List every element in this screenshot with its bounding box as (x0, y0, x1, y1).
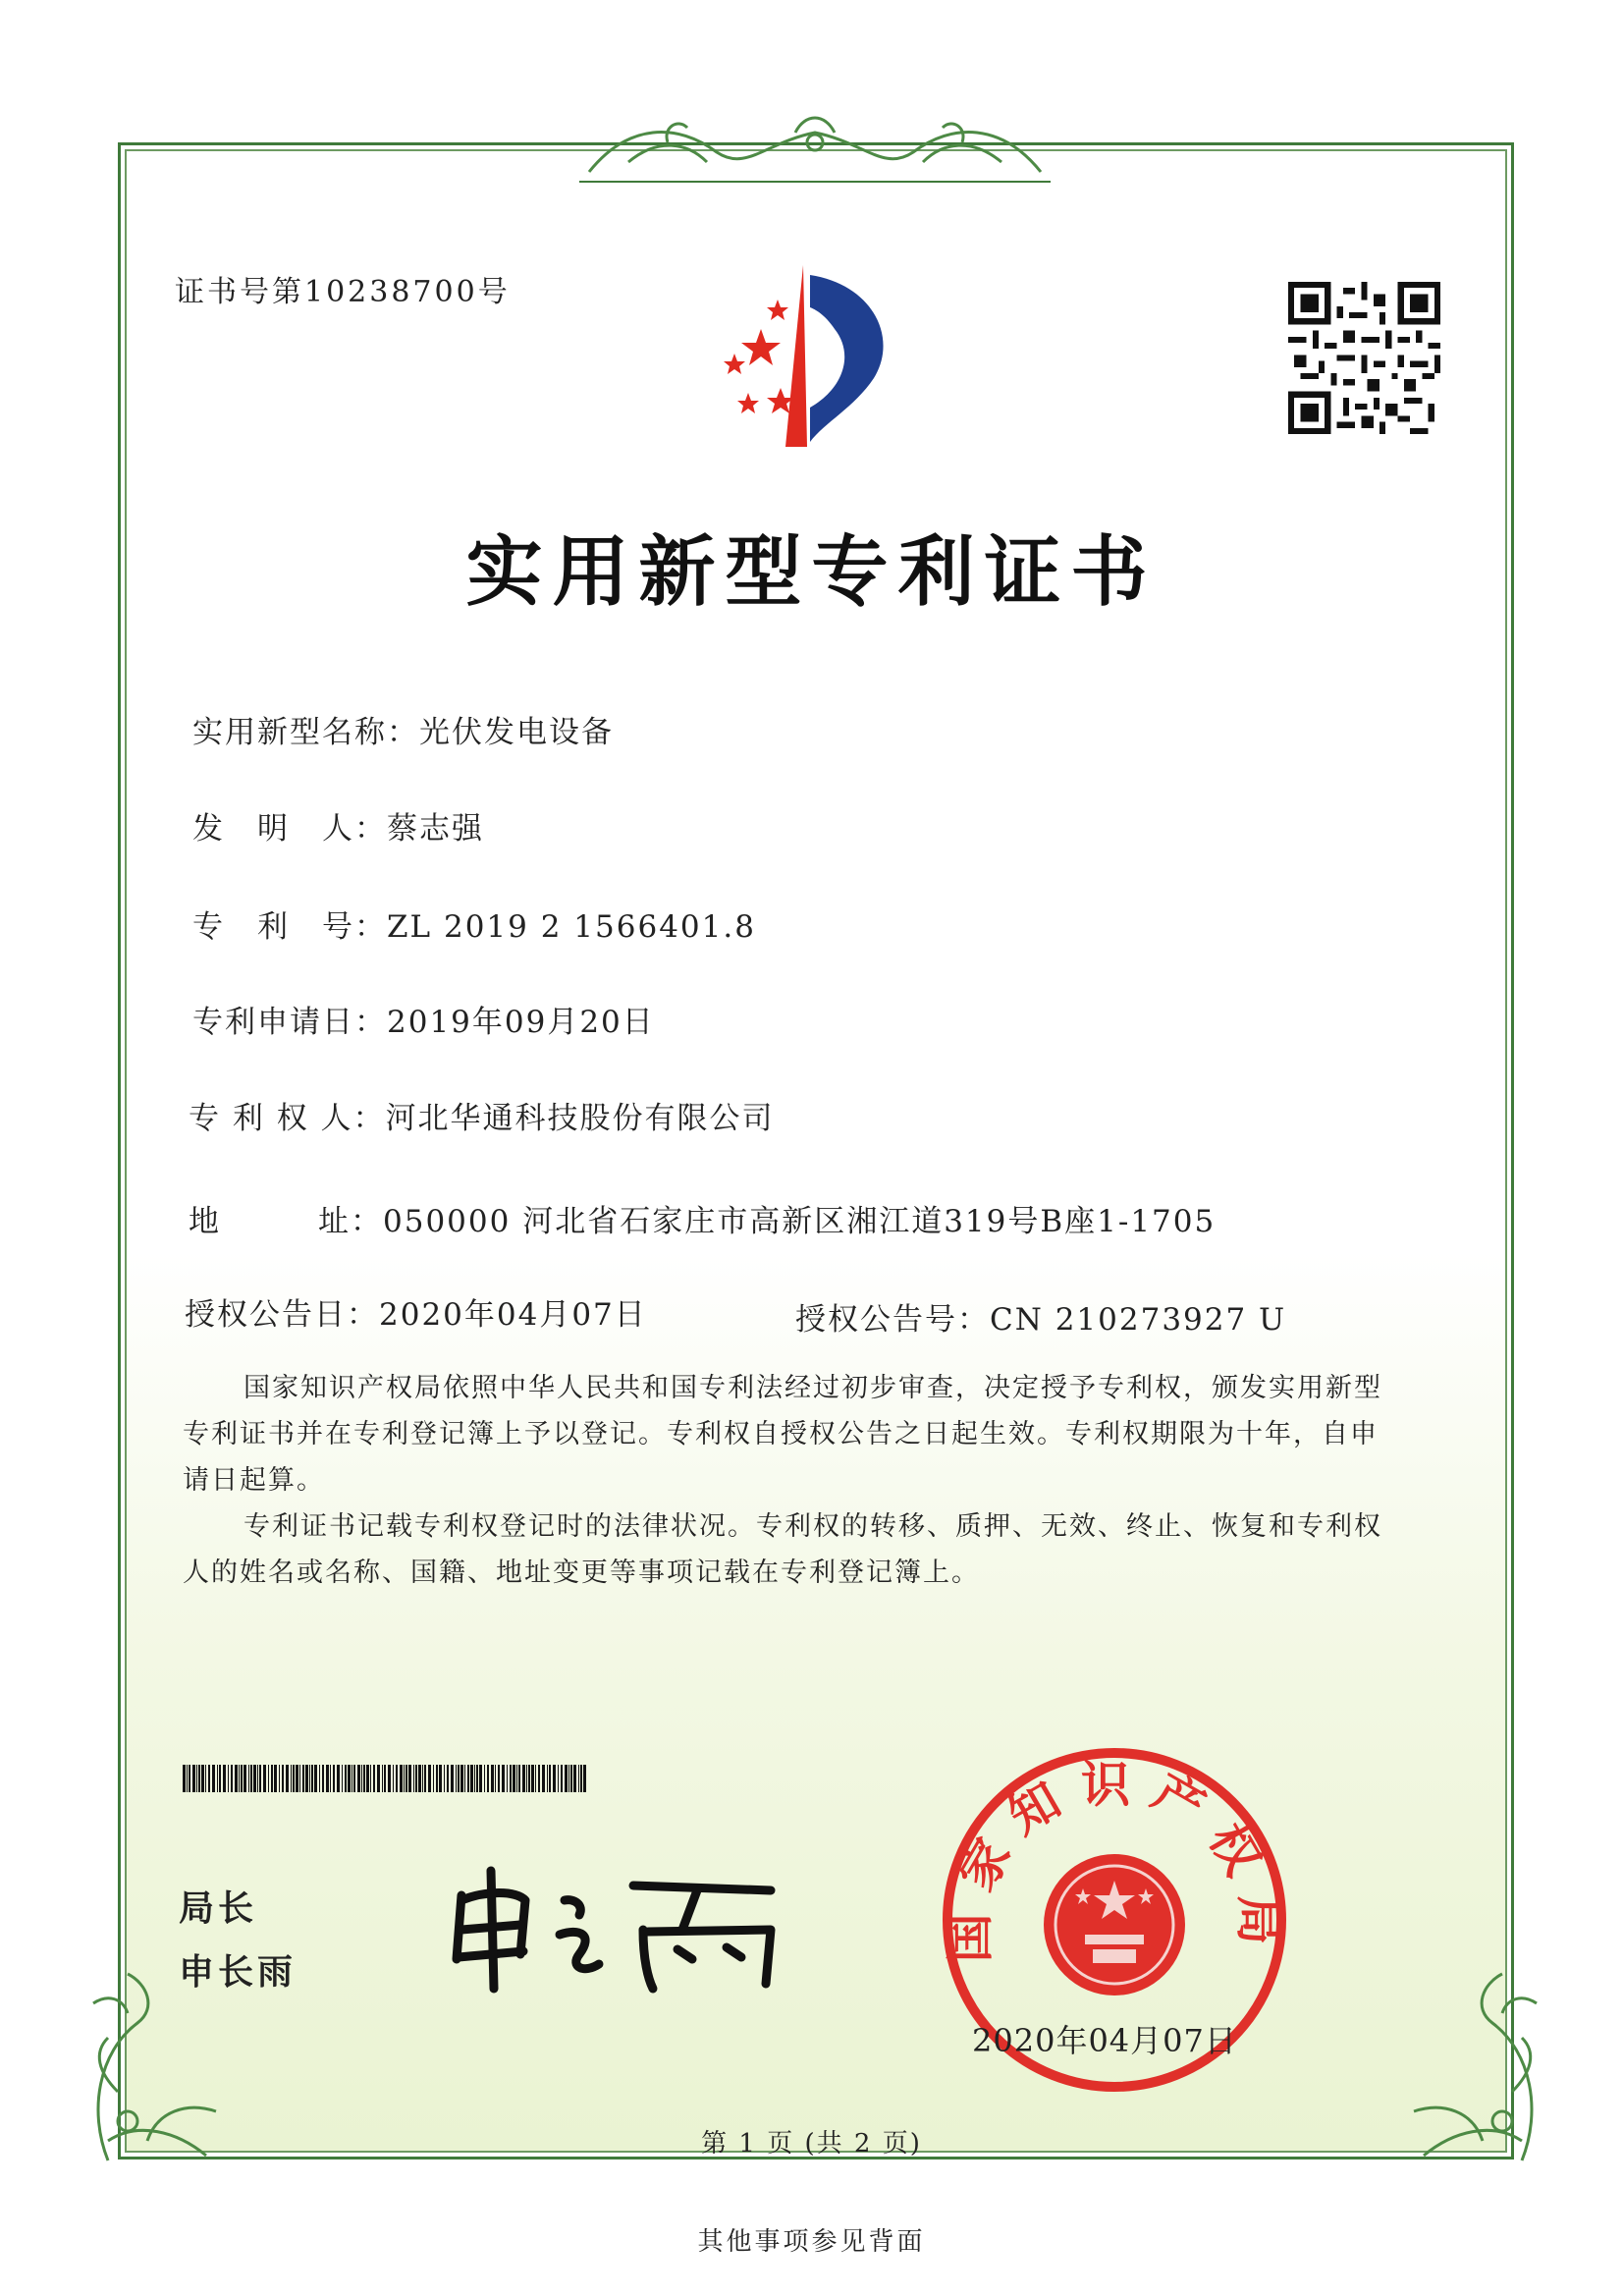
barcode-bar (291, 1765, 292, 1792)
barcode-bar (357, 1765, 360, 1792)
barcode-bar (507, 1765, 508, 1792)
qr-code (1288, 282, 1440, 434)
barcode-bar (487, 1765, 489, 1792)
barcode-bar (474, 1765, 475, 1792)
barcode-bar (187, 1765, 188, 1792)
barcode-bar (495, 1765, 496, 1792)
certificate-number: 证书号第10238700号 (175, 275, 511, 309)
barcode (183, 1765, 590, 1792)
barcode-bar (458, 1765, 460, 1792)
director-title: 局长 (179, 1888, 258, 1929)
barcode-bar (408, 1765, 411, 1792)
cnipa-logo (687, 260, 933, 452)
legal-text (183, 1365, 1400, 1596)
barcode-bar (464, 1765, 465, 1792)
barcode-bar (538, 1765, 540, 1792)
barcode-bar (526, 1765, 527, 1792)
barcode-bar (547, 1765, 548, 1792)
barcode-bar (424, 1765, 426, 1792)
barcode-bar (542, 1765, 545, 1792)
barcode-bar (361, 1765, 362, 1792)
barcode-bar (279, 1765, 280, 1792)
barcode-bar (192, 1765, 195, 1792)
barcode-bar (205, 1765, 206, 1792)
barcode-bar (436, 1765, 438, 1792)
barcode-bar (580, 1765, 582, 1792)
barcode-bar (337, 1765, 340, 1792)
barcode-bar (330, 1765, 331, 1792)
field-patentee (189, 1093, 775, 1137)
field-filing-date (192, 997, 655, 1041)
barcode-bar (428, 1765, 431, 1792)
field-utility-model-name (192, 707, 614, 751)
seal-text: 国家知识产权局 (941, 1756, 1288, 1963)
barcode-bar (271, 1765, 273, 1792)
barcode-bar (377, 1765, 380, 1792)
barcode-bar (293, 1765, 295, 1792)
barcode-bar (460, 1765, 463, 1792)
field-patent-number (192, 902, 756, 946)
barcode-bar (309, 1765, 310, 1792)
barcode-bar (257, 1765, 258, 1792)
barcode-bar (319, 1765, 320, 1792)
barcode-bar (522, 1765, 525, 1792)
field-label: 地 址： (189, 1204, 383, 1239)
barcode-bar (370, 1765, 371, 1792)
barcode-bar (384, 1765, 386, 1792)
barcode-bar (528, 1765, 530, 1792)
barcode-bar (239, 1765, 240, 1792)
barcode-bar (510, 1765, 512, 1792)
field-label: 授权公告号： (795, 1302, 990, 1338)
field-label: 专 利 权 人： (189, 1101, 386, 1136)
barcode-bar (223, 1765, 226, 1792)
field-value: 蔡志强 (387, 811, 484, 847)
barcode-bar (491, 1765, 494, 1792)
barcode-bar (353, 1765, 355, 1792)
barcode-bar (296, 1765, 298, 1792)
barcode-bar (400, 1765, 403, 1792)
barcode-bar (373, 1765, 375, 1792)
footer-note: 其他事项参见背面 (697, 2227, 926, 2257)
field-value: CN 210273927 U (990, 1302, 1287, 1338)
barcode-bar (201, 1765, 204, 1792)
barcode-bar (513, 1765, 515, 1792)
barcode-bar (243, 1765, 246, 1792)
barcode-bar (183, 1765, 186, 1792)
barcode-bar (388, 1765, 391, 1792)
barcode-bar (561, 1765, 563, 1792)
field-value: ZL 2019 2 1566401.8 (387, 909, 756, 945)
barcode-bar (274, 1765, 277, 1792)
barcode-bar (396, 1765, 398, 1792)
barcode-bar (565, 1765, 568, 1792)
barcode-bar (535, 1765, 536, 1792)
seal-date: 2020年04月07日 (972, 2022, 1237, 2059)
top-ornament (569, 103, 1060, 187)
barcode-bar (228, 1765, 229, 1792)
page-number: 第 1 页 (共 2 页) (701, 2129, 922, 2159)
barcode-bar (198, 1765, 200, 1792)
barcode-bar (208, 1765, 210, 1792)
barcode-bar (305, 1765, 308, 1792)
field-label: 专利申请日： (192, 1005, 387, 1040)
barcode-bar (479, 1765, 482, 1792)
barcode-bar (418, 1765, 421, 1792)
barcode-bar (518, 1765, 520, 1792)
barcode-bar (447, 1765, 449, 1792)
barcode-bar (439, 1765, 442, 1792)
barcode-bar (573, 1765, 576, 1792)
barcode-bar (583, 1765, 586, 1792)
barcode-bar (568, 1765, 569, 1792)
barcode-bar (263, 1765, 266, 1792)
barcode-bar (348, 1765, 351, 1792)
barcode-bar (578, 1765, 579, 1792)
barcode-bar (322, 1765, 324, 1792)
barcode-bar (366, 1765, 369, 1792)
barcode-bar (433, 1765, 434, 1792)
barcode-bar (363, 1765, 365, 1792)
barcode-bar (212, 1765, 215, 1792)
barcode-bar (253, 1765, 256, 1792)
barcode-bar (484, 1765, 485, 1792)
barcode-bar (476, 1765, 478, 1792)
field-label: 发 明 人： (192, 811, 387, 847)
barcode-bar (345, 1765, 347, 1792)
barcode-bar (326, 1765, 329, 1792)
barcode-bar (259, 1765, 261, 1792)
barcode-bar (248, 1765, 249, 1792)
field-address (189, 1196, 1216, 1240)
barcode-bar (235, 1765, 238, 1792)
barcode-bar (286, 1765, 289, 1792)
field-inventor (192, 803, 484, 847)
barcode-bar (219, 1765, 221, 1792)
barcode-bar (415, 1765, 417, 1792)
barcode-bar (406, 1765, 407, 1792)
barcode-bar (241, 1765, 243, 1792)
barcode-bar (342, 1765, 343, 1792)
barcode-bar (282, 1765, 284, 1792)
barcode-bar (314, 1765, 317, 1792)
barcode-bar (382, 1765, 383, 1792)
barcode-bar (444, 1765, 445, 1792)
field-label: 专 利 号： (192, 909, 387, 945)
certificate-title: 实用新型专利证书 (465, 527, 1158, 617)
legal-paragraph-1: 国家知识产权局依照中华人民共和国专利法经过初步审查，决定授予专利权，颁发实用新型专利证书并在专利登记簿上予以登记。专利权自授权公告之日起生效。专利权期限为十年，自申请日起算。 (183, 1373, 1382, 1496)
field-value: 050000 河北省石家庄市高新区湘江道319号B座1-1705 (383, 1204, 1217, 1239)
barcode-bar (531, 1765, 534, 1792)
field-label: 授权公告日： (185, 1297, 379, 1333)
field-grant-number (795, 1294, 1286, 1339)
barcode-bar (404, 1765, 405, 1792)
barcode-bar (553, 1765, 556, 1792)
barcode-bar (250, 1765, 252, 1792)
barcode-bar (231, 1765, 233, 1792)
barcode-bar (393, 1765, 394, 1792)
barcode-bar (456, 1765, 457, 1792)
barcode-bar (302, 1765, 304, 1792)
barcode-bar (299, 1765, 300, 1792)
barcode-bar (333, 1765, 335, 1792)
barcode-bar (570, 1765, 572, 1792)
barcode-bar (451, 1765, 454, 1792)
barcode-bar (268, 1765, 269, 1792)
barcode-bar (422, 1765, 423, 1792)
barcode-bar (196, 1765, 197, 1792)
legal-paragraph-2: 专利证书记载专利权登记时的法律状况。专利权的转移、质押、无效、终止、恢复和专利权人的姓名或名称、国籍、地址变更等事项记载在专利登记簿上。 (183, 1511, 1382, 1588)
barcode-bar (311, 1765, 313, 1792)
barcode-bar (470, 1765, 473, 1792)
barcode-bar (217, 1765, 218, 1792)
barcode-bar (516, 1765, 517, 1792)
field-label: 实用新型名称： (192, 715, 419, 750)
director-name: 申长雨 (179, 1952, 298, 1993)
director-signature (447, 1861, 800, 1998)
field-value: 光伏发电设备 (419, 715, 614, 750)
field-grant-date (185, 1289, 647, 1334)
barcode-bar (502, 1765, 505, 1792)
barcode-bar (549, 1765, 551, 1792)
field-value: 2019年09月20日 (387, 1005, 655, 1040)
barcode-bar (413, 1765, 414, 1792)
barcode-bar (498, 1765, 500, 1792)
barcode-bar (558, 1765, 559, 1792)
field-value: 2020年04月07日 (379, 1297, 647, 1333)
barcode-bar (189, 1765, 190, 1792)
field-value: 河北华通科技股份有限公司 (385, 1101, 775, 1136)
barcode-bar (467, 1765, 469, 1792)
